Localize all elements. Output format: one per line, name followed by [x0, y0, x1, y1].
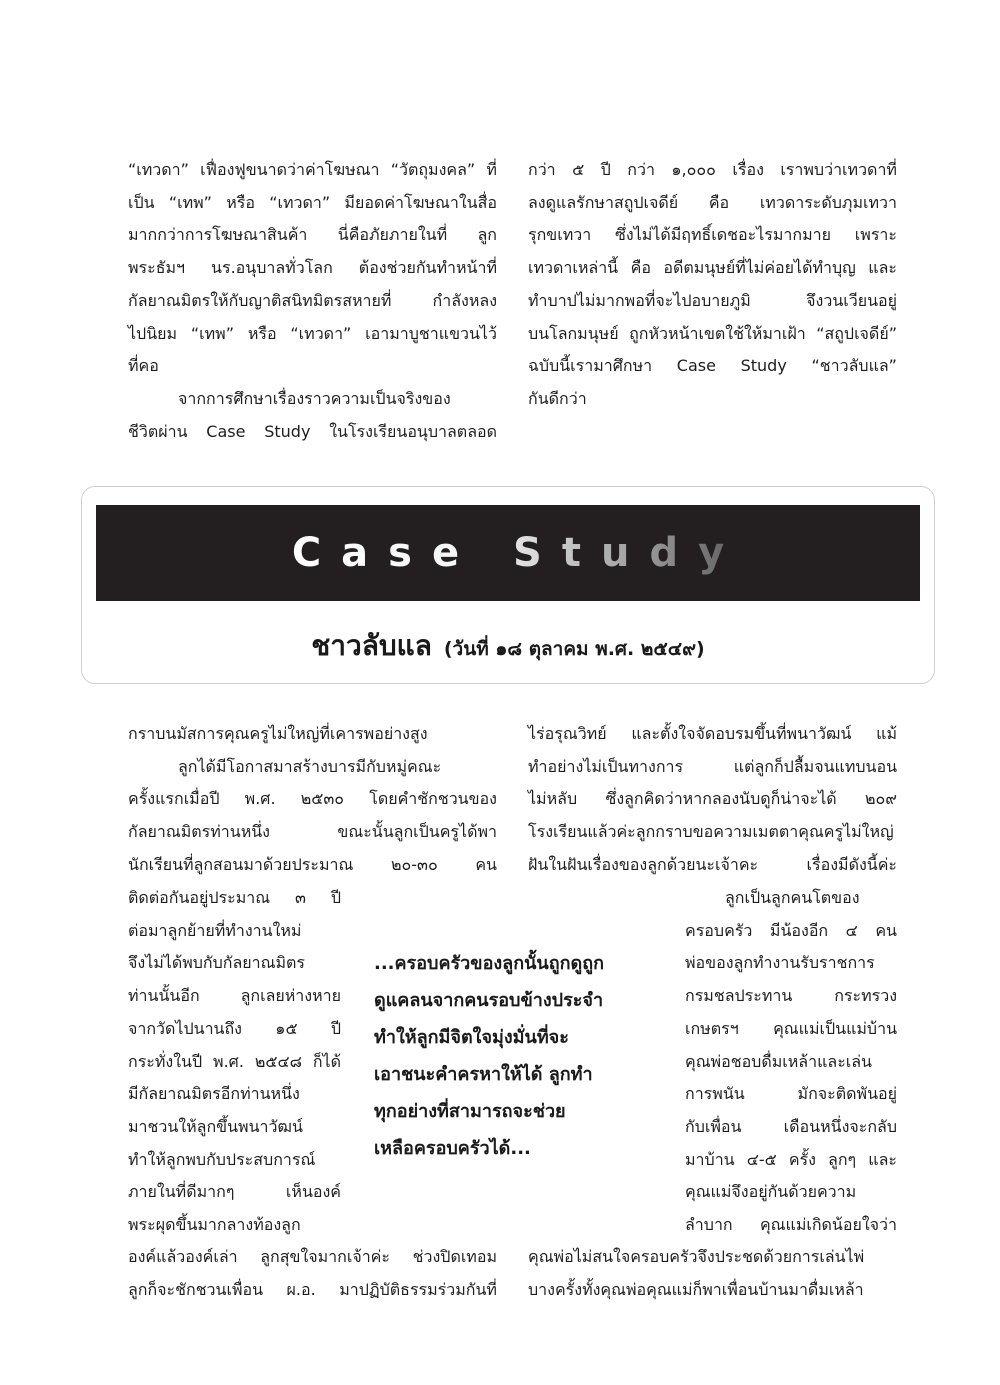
word: คุณแม่เป็นแม่บ้าน [773, 1018, 897, 1038]
word: พ.ศ. [213, 1051, 244, 1071]
text-line [685, 1016, 897, 1042]
text-line [685, 1147, 897, 1173]
text-line [528, 754, 897, 780]
word: คือ [630, 258, 651, 278]
word: “สถูปเจดีย์” [816, 323, 897, 343]
word: กว่า [627, 160, 655, 179]
word: ผ.อ. [286, 1279, 316, 1299]
text-line [128, 1147, 341, 1173]
text-line [128, 419, 497, 445]
word: กับเพื่อน [685, 1116, 742, 1136]
word: ลูกได้มีโอกาสมาสร้างบารมีกับหมู่คณะ [178, 756, 442, 776]
text-line [528, 288, 897, 314]
text-line [528, 786, 897, 812]
text-line [128, 1114, 341, 1140]
word: ลำบาก [685, 1215, 733, 1234]
text-line [528, 255, 897, 281]
text-line [528, 222, 897, 248]
word: เรื่อง [732, 160, 764, 179]
word: Study [264, 421, 311, 441]
word: การพนัน [685, 1084, 745, 1104]
word: อดีตมนุษย์ที่ไม่ค่อยได้ทำบุญ [663, 258, 856, 278]
word: ปี [330, 1018, 341, 1038]
word: คน [475, 854, 497, 874]
word: พระผุดขึ้นมากลางท้องลูก [128, 1215, 301, 1234]
word: มีกัลยาณมิตรอีกท่านหนึ่ง [128, 1084, 300, 1104]
word: ลูกก็จะชักชวนเพื่อน [128, 1279, 264, 1299]
text-line [128, 786, 497, 812]
word: เทวดาระดับภุมเทวา [759, 192, 897, 212]
word: Case [676, 356, 716, 376]
word: “เทพ” [168, 192, 212, 212]
word: บนโลกมนุษย์ [528, 323, 619, 343]
word: ซึ่งลูกคิดว่าหากลองนับดูก็น่าจะได้ [605, 789, 837, 809]
word: ไปนิยม [128, 323, 178, 343]
text-line [128, 918, 341, 944]
word: รุกขเทวา [528, 225, 592, 245]
word: ปี [330, 888, 341, 907]
word: ๒๐-๓๐ [390, 854, 438, 874]
word: ไม่หลับ [528, 789, 578, 809]
word: กว่า [528, 160, 556, 179]
pull-quote-line: ทุกอย่างที่สามารถจะช่วย [374, 1101, 566, 1122]
text-line [528, 1244, 897, 1270]
word: เดือนหนึ่งจะกลับ [783, 1116, 897, 1136]
word: และตั้งใจจัดอบรมขึ้นที่พนาวัฒน์ [631, 724, 852, 743]
word: ที่คอ [128, 356, 159, 376]
word: ชีวิตผ่าน [128, 421, 188, 441]
text-line [128, 190, 497, 216]
word: ขณะนั้นลูกเป็นครูได้พา [337, 822, 497, 842]
word: ปี [600, 160, 611, 179]
pull-quote-line: ดูแคลนจากคนรอบข้างประจำ [374, 990, 604, 1011]
text-line [128, 222, 497, 248]
text-line [128, 386, 497, 412]
text-line [128, 255, 497, 281]
word: ในโรงเรียนอนุบาลตลอด [329, 421, 497, 441]
text-line [685, 1081, 897, 1107]
word: เราพบว่าเทวดาที่ [780, 160, 897, 179]
word: กรมชลประทาน [685, 986, 793, 1006]
text-line [128, 950, 341, 976]
text-line [685, 885, 897, 911]
word: มักจะติดพันอยู่ [797, 1084, 897, 1104]
word: มาชวนให้ลูกขึ้นพนาวัฒน์ [128, 1116, 303, 1136]
word: เฟื่องฟูขนาดว่าค่าโฆษณา [200, 160, 380, 179]
word: กัลยาณมิตรท่านหนึ่ง [128, 822, 270, 842]
text-line [128, 353, 497, 379]
text-line [128, 852, 497, 878]
word: ท่านนั้นอีก [128, 986, 200, 1006]
word: คุณพ่อไม่สนใจครอบครัวจึงประชดด้วยการเล่นไพ่ [528, 1247, 865, 1266]
word: และ [868, 1149, 897, 1169]
word: จึงวนเวียนอยู่ [806, 290, 897, 310]
text-line [128, 157, 497, 183]
pull-quote-line: ...ครอบครัวของลูกนั้นถูกดูถูก [374, 953, 605, 974]
pull-quote-line: ทำให้ลูกมีจิตใจมุ่งมั่นที่จะ [374, 1027, 569, 1048]
word: Study [740, 356, 787, 376]
word: เพราะ [854, 225, 897, 245]
text-line [528, 321, 897, 347]
case-date: (วันที่ ๑๘ ตุลาคม พ.ศ. ๒๕๔๙) [443, 638, 705, 660]
word: “วัตถุมงคล” [390, 160, 476, 179]
word: ทำให้ลูกพบกับประสบการณ์ [128, 1149, 316, 1169]
word: กำลังหลง [432, 290, 497, 310]
word: ฝันในฝันเรื่องของลูกด้วยนะเจ้าคะ [528, 854, 759, 874]
text-line [685, 1114, 897, 1140]
word: จากการศึกษาเรื่องราวความเป็นจริงของ [178, 388, 451, 408]
word: กราบนมัสการคุณครูไม่ใหญ่ที่เคารพอย่างสูง [128, 724, 428, 743]
text-line [528, 1277, 897, 1303]
word: และ [868, 258, 897, 278]
word: คุณพ่อชอบดื่มเหล้าและเล่น [685, 1051, 872, 1071]
text-line [128, 754, 497, 780]
word: ครั้งแรกเมื่อปี [128, 789, 220, 809]
word: ก็ได้ [312, 1051, 341, 1071]
word: “เทวดา” [290, 323, 352, 343]
text-line [685, 1049, 897, 1075]
word: “เทวดา” [128, 160, 189, 179]
word: ทำบาปไม่มากพอที่จะไปอบายภูมิ [528, 290, 751, 310]
word: จึงไม่ได้พบกับกัลยาณมิตร [128, 953, 305, 973]
word: ลูกเป็นลูกคนโตของ [725, 888, 860, 907]
text-line [128, 1016, 341, 1042]
word: ๒๕๓๐ [300, 789, 345, 809]
word: หรือ [247, 323, 277, 343]
case-name: ชาวลับแล [311, 629, 432, 662]
case-subtitle [96, 624, 920, 668]
word: ทำอย่างไม่เป็นทางการ [528, 756, 684, 776]
word: แม้ [876, 724, 897, 743]
word: ๔ [845, 920, 858, 940]
text-line [685, 950, 897, 976]
word: เกษตรฯ [685, 1018, 739, 1038]
text-line [128, 1179, 341, 1205]
word: ๑๕ [275, 1018, 298, 1038]
word: Case [206, 421, 246, 441]
case-study-banner [96, 505, 920, 601]
word: ๔-๕ [746, 1149, 777, 1169]
text-line [528, 157, 897, 183]
text-line [128, 983, 341, 1009]
text-line [685, 1179, 897, 1205]
banner-title: Case Study [272, 530, 744, 576]
word: นักเรียนที่ลูกสอนมาด้วยประมาณ [128, 854, 354, 874]
word: ไร่อรุณวิทย์ [528, 724, 607, 743]
word: องค์แล้วองค์เล่า [128, 1247, 238, 1266]
word: ต่อมาลูกย้ายที่ทำงานใหม่ [128, 920, 302, 940]
word: ลูก [477, 225, 497, 245]
word: ติดต่อกันอยู่ประมาณ [128, 888, 271, 907]
word: ภายในที่ดีมากๆ [128, 1182, 235, 1202]
pull-quote-line: เหลือครอบครัวได้... [374, 1138, 531, 1159]
word: กระทั่งในปี [128, 1051, 203, 1071]
word: พ.ศ. [244, 789, 276, 809]
text-line [128, 1277, 497, 1303]
word: ๑,๐๐๐ [671, 160, 716, 179]
word: ครั้ง [788, 1149, 816, 1169]
word: ลูกเลยห่างหาย [240, 986, 341, 1006]
word: กระทรวง [834, 986, 897, 1006]
text-line [528, 819, 897, 845]
text-line [128, 1049, 341, 1075]
word: “เทพ” [190, 323, 235, 343]
word: มาบ้าน [685, 1149, 735, 1169]
word: ลงดูแลรักษาสถูปเจดีย์ [528, 192, 679, 212]
text-line [685, 918, 897, 944]
word: เห็นองค์ [285, 1182, 341, 1202]
word: คุณแม่เกิดน้อยใจว่า [759, 1215, 897, 1234]
word: ๕ [572, 160, 585, 179]
word: ๓ [295, 888, 306, 907]
text-line [685, 983, 897, 1009]
word: โดยคำชักชวนของ [369, 789, 497, 809]
word: พ่อของลูกทำงานรับราชการ [685, 953, 875, 973]
text-line [685, 1212, 897, 1238]
pull-quote [374, 945, 656, 1167]
word: นี่คือภัยภายในที่ [337, 225, 448, 245]
word: ที่ [486, 160, 497, 179]
text-line [528, 386, 897, 412]
word: มีน้องอีก [769, 920, 829, 940]
word: แต่ลูกก็ปลื้มจนแทบนอน [733, 756, 897, 776]
word: มากกว่าการโฆษณาสินค้า [128, 225, 308, 245]
word: ลูกๆ [828, 1149, 857, 1169]
word: คน [875, 920, 897, 940]
text-line [128, 1212, 341, 1238]
text-line [528, 353, 897, 379]
word: เป็น [128, 192, 155, 212]
word: ลูกสุขใจมากเจ้าค่ะ [260, 1247, 390, 1266]
word: กัลยาณมิตรให้กับญาติสนิทมิตรสหายที่ [128, 290, 392, 310]
text-line [528, 852, 897, 878]
word: นร.อนุบาลทั่วโลก [211, 258, 333, 278]
word: จากวัดไปนานถึง [128, 1018, 242, 1038]
word: กันดีกว่า [528, 388, 587, 408]
text-line [128, 721, 497, 747]
word: เทวดาเหล่านี้ [528, 258, 619, 278]
word: โรงเรียนแล้วค่ะลูกกราบขอความเมตตาคุณครูไม่ใหญ่ [528, 822, 894, 842]
word: คือ [708, 192, 730, 212]
text-line [128, 819, 497, 845]
word: มียอดค่าโฆษณาในสื่อ [344, 192, 497, 212]
word: เรื่องมีดังนี้ค่ะ [806, 854, 897, 874]
word: มาปฏิบัติธรรมร่วมกันที่ [339, 1279, 497, 1299]
word: “ชาวลับแล” [811, 356, 897, 376]
text-line [128, 885, 341, 911]
word: ช่วงปิดเทอม [412, 1247, 497, 1266]
text-line [528, 721, 897, 747]
text-line [128, 288, 497, 314]
word: หรือ [226, 192, 255, 212]
word: บางครั้งทั้งคุณพ่อคุณแม่ก็พาเพื่อนบ้านมาดื่มเหล้า [528, 1279, 864, 1299]
word: ๒๐๙ [864, 789, 897, 809]
word: ต้องช่วยกันทำหน้าที่ [358, 258, 497, 278]
text-line [128, 1244, 497, 1270]
text-line [128, 321, 497, 347]
word: ฉบับนี้เรามาศึกษา [528, 356, 653, 376]
word: เอามาบูชาแขวนไว้ [365, 323, 497, 343]
text-line [528, 190, 897, 216]
word: ครอบครัว [685, 920, 753, 940]
word: ๒๕๔๘ [254, 1051, 302, 1071]
text-line [128, 1081, 341, 1107]
word: พระธัมฯ [128, 258, 186, 278]
word: ถูกหัวหน้าเขตใช้ให้มาเฝ้า [629, 323, 806, 343]
word: “เทวดา” [269, 192, 331, 212]
word: ซึ่งไม่ได้มีฤทธิ์เดชอะไรมากมาย [615, 225, 831, 245]
pull-quote-line: เอาชนะคำครหาให้ได้ ลูกทำ [374, 1064, 593, 1085]
word: คุณแม่จึงอยู่กันด้วยความ [685, 1182, 857, 1202]
